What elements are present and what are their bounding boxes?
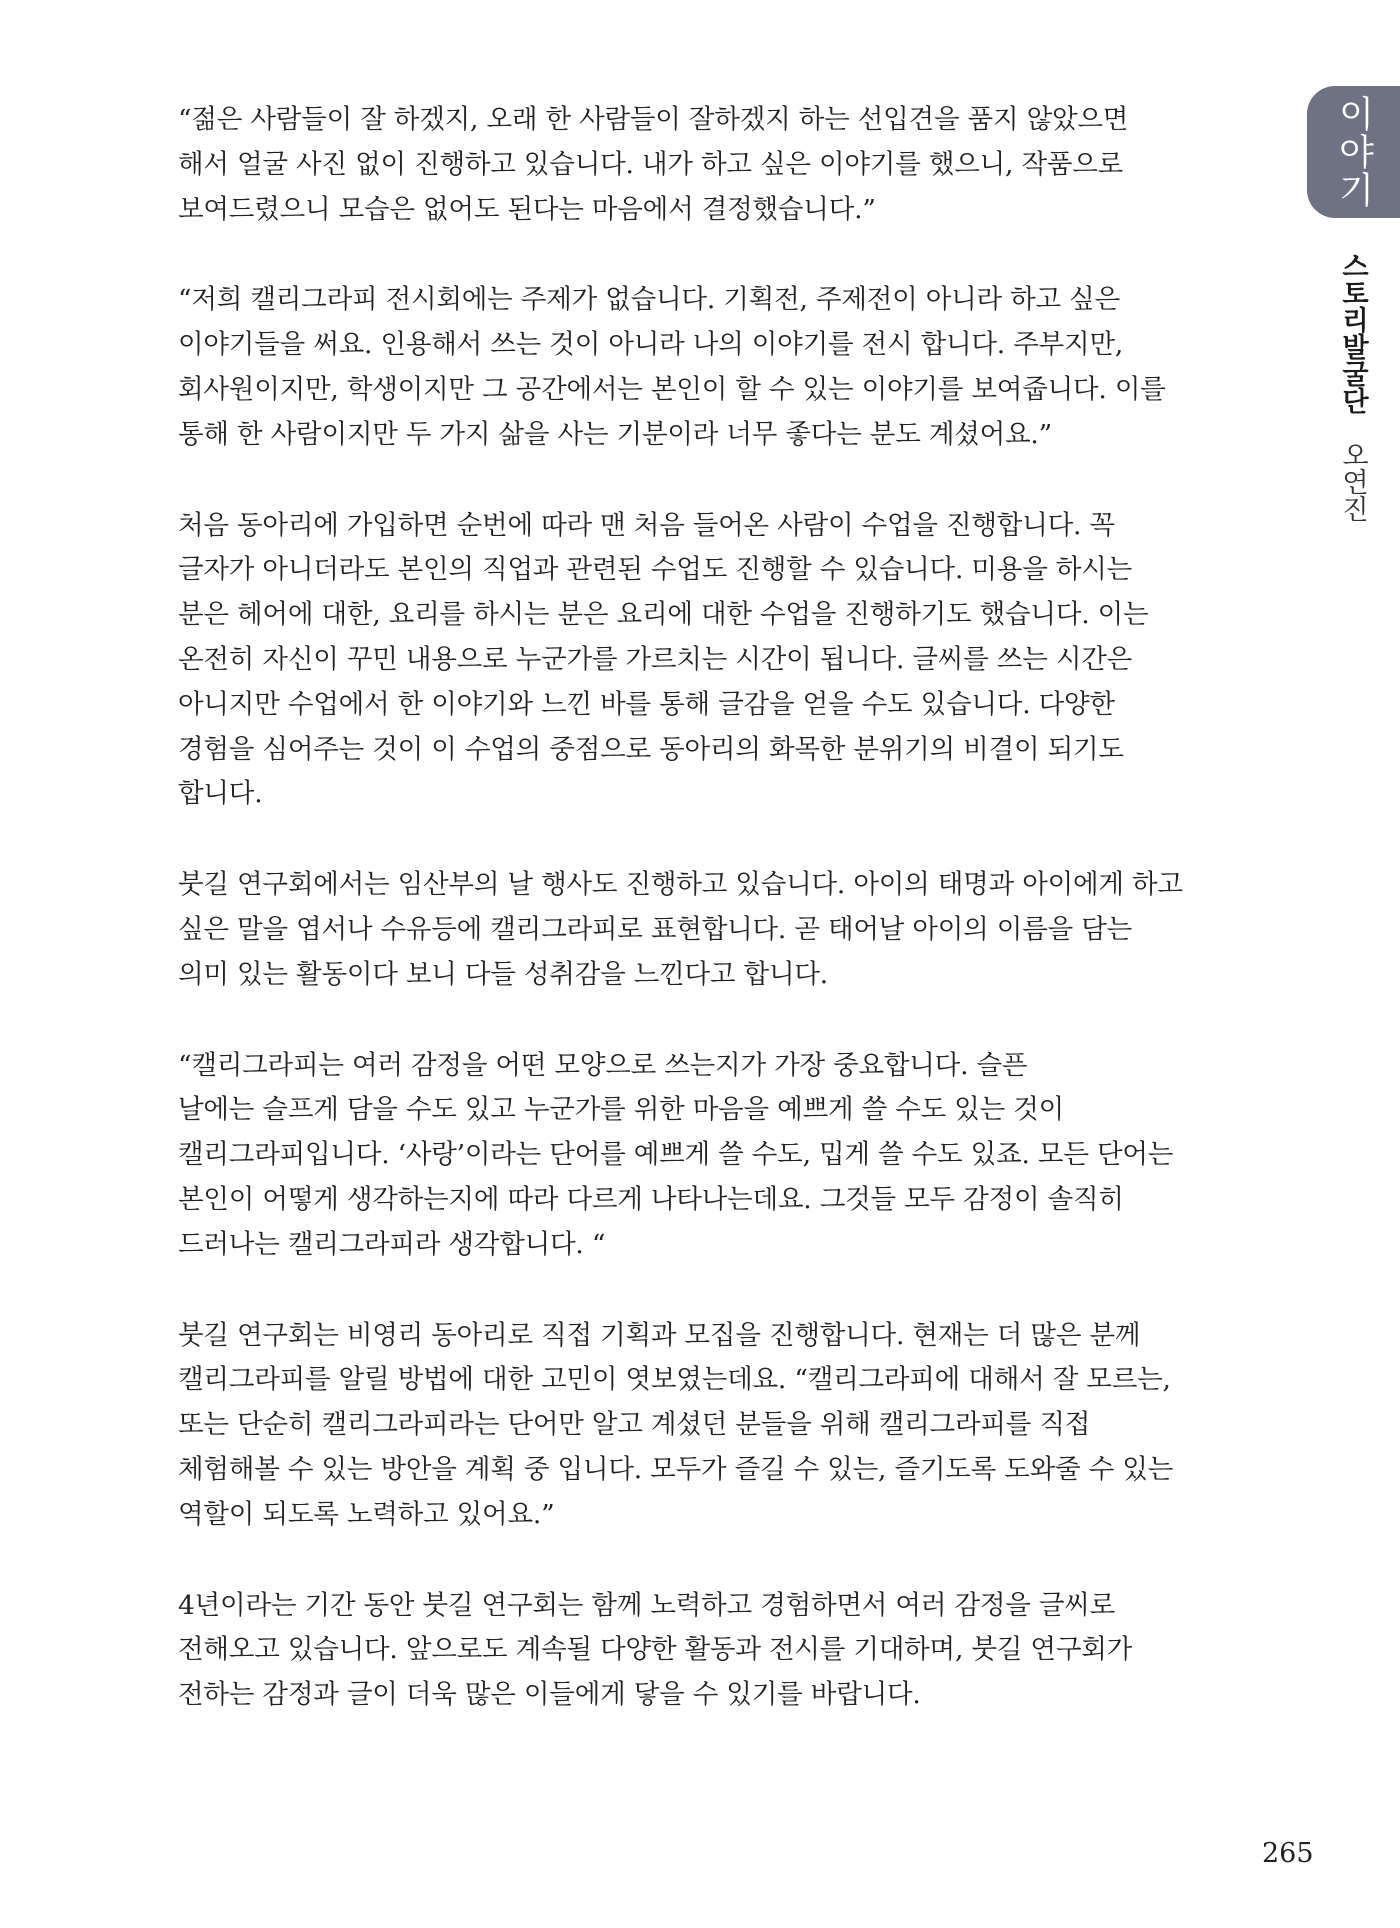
paragraph: [178, 504, 1178, 818]
chapter-tab-label: 이야기: [1333, 95, 1374, 209]
paragraph: [178, 863, 1183, 997]
text-line: “젊은 사람들이 잘 하겠지, 오래 한 사람들이 잘하겠지 하는 선입견을 품지 않았으면: [178, 104, 1129, 135]
text-line: 전해오고 있습니다. 앞으로도 계속될 다양한 활동과 전시를 기대하며, 붓길 연구회가: [178, 1634, 1133, 1666]
text-line: 드러나는 캘리그라피라 생각합니다. “: [178, 1228, 606, 1260]
text-line: 붓길 연구회에서는 임산부의 날 행사도 진행하고 있습니다. 아이의 태명과 아이에게 하고: [178, 869, 1183, 901]
text-line: 해서 얼굴 사진 없이 진행하고 있습니다. 내가 하고 싶은 이야기를 했으니, 작품으로: [178, 148, 1124, 180]
text-line: 회사원이지만, 학생이지만 그 공간에서는 본인이 할 수 있는 이야기를 보여줍니다. 이를: [178, 373, 1166, 405]
paragraph: [178, 278, 1178, 457]
page-number: 265: [1262, 1838, 1314, 1869]
section-header: [1333, 252, 1372, 522]
text-line: 날에는 슬프게 담을 수도 있고 누군가를 위한 마음을 예쁘게 쓸 수도 있는 것이: [178, 1094, 1065, 1126]
paragraph: [178, 1044, 1178, 1268]
text-line: “캘리그라피는 여러 감정을 어떤 모양으로 쓰는지가 가장 중요합니다. 슬픈: [178, 1049, 1028, 1081]
text-line: 합니다.: [178, 778, 263, 810]
text-line: 분은 헤어에 대한, 요리를 하시는 분은 요리에 대한 수업을 진행하기도 했습니다. 이는: [178, 599, 1149, 631]
article-body: [178, 98, 1183, 1764]
paragraph: [178, 1314, 1178, 1538]
section-title: 스토리발굴단: [1337, 252, 1368, 414]
text-line: 처음 동아리에 가입하면 순번에 따라 맨 처음 들어온 사람이 수업을 진행합니다. 꼭: [178, 509, 1115, 541]
author-name: 오연진: [1337, 440, 1368, 522]
text-line: 또는 단순히 캘리그라피라는 단어만 알고 계셨던 분들을 위해 캘리그라피를 직접: [178, 1409, 1091, 1441]
text-line: 싶은 말을 엽서나 수유등에 캘리그라피로 표현합니다. 곧 태어날 아이의 이름을 담는: [178, 913, 1133, 945]
text-line: 캘리그라피를 알릴 방법에 대한 고민이 엿보였는데요. “캘리그라피에 대해서 잘 모르는,: [178, 1364, 1171, 1396]
text-line: 이야기들을 써요. 인용해서 쓰는 것이 아니라 나의 이야기를 전시 합니다. 주부지만,: [178, 329, 1124, 361]
text-line: 붓길 연구회는 비영리 동아리로 직접 기획과 모집을 진행합니다. 현재는 더 많은 분께: [178, 1319, 1141, 1351]
paragraph: [178, 98, 1178, 232]
paragraph: [178, 1584, 1178, 1718]
text-line: 온전히 자신이 꾸민 내용으로 누군가를 가르치는 시간이 됩니다. 글씨를 쓰는 시간은: [178, 643, 1133, 675]
text-line: 체험해볼 수 있는 방안을 계획 중 입니다. 모두가 즐길 수 있는, 즐기도록 도와줄 수 있는: [178, 1453, 1174, 1485]
text-line: 의미 있는 활동이다 보니 다들 성취감을 느낀다고 합니다.: [178, 958, 828, 990]
text-line: 캘리그라피입니다. ‘사랑’이라는 단어를 예쁘게 쓸 수도, 밉게 쓸 수도 있죠. 모든 단어는: [178, 1139, 1174, 1171]
text-line: 통해 한 사람이지만 두 가지 삶을 사는 기분이라 너무 좋다는 분도 계셨어요.”: [178, 418, 1053, 450]
text-line: 경험을 심어주는 것이 이 수업의 중점으로 동아리의 화목한 분위기의 비결이 되기도: [178, 733, 1124, 765]
text-line: 전하는 감정과 글이 더욱 많은 이들에게 닿을 수 있기를 바랍니다.: [178, 1679, 921, 1711]
text-line: 역할이 되도록 노력하고 있어요.”: [178, 1498, 555, 1530]
chapter-tab: [1307, 86, 1400, 218]
text-line: 아니지만 수업에서 한 이야기와 느낀 바를 통해 글감을 얻을 수도 있습니다. 다양한: [178, 688, 1115, 720]
text-line: 본인이 어떻게 생각하는지에 따라 다르게 나타나는데요. 그것들 모두 감정이 솔직히: [178, 1183, 1124, 1215]
text-line: “저희 캘리그라피 전시회에는 주제가 없습니다. 기획전, 주제전이 아니라 하고 싶은: [178, 284, 1120, 316]
text-line: 글자가 아니더라도 본인의 직업과 관련된 수업도 진행할 수 있습니다. 미용을 하시는: [178, 554, 1133, 586]
text-line: 4년이라는 기간 동안 붓길 연구회는 함께 노력하고 경험하면서 여러 감정을 글씨로: [178, 1589, 1116, 1621]
text-line: 보여드렸으니 모습은 없어도 된다는 마음에서 결정했습니다.”: [178, 193, 876, 225]
